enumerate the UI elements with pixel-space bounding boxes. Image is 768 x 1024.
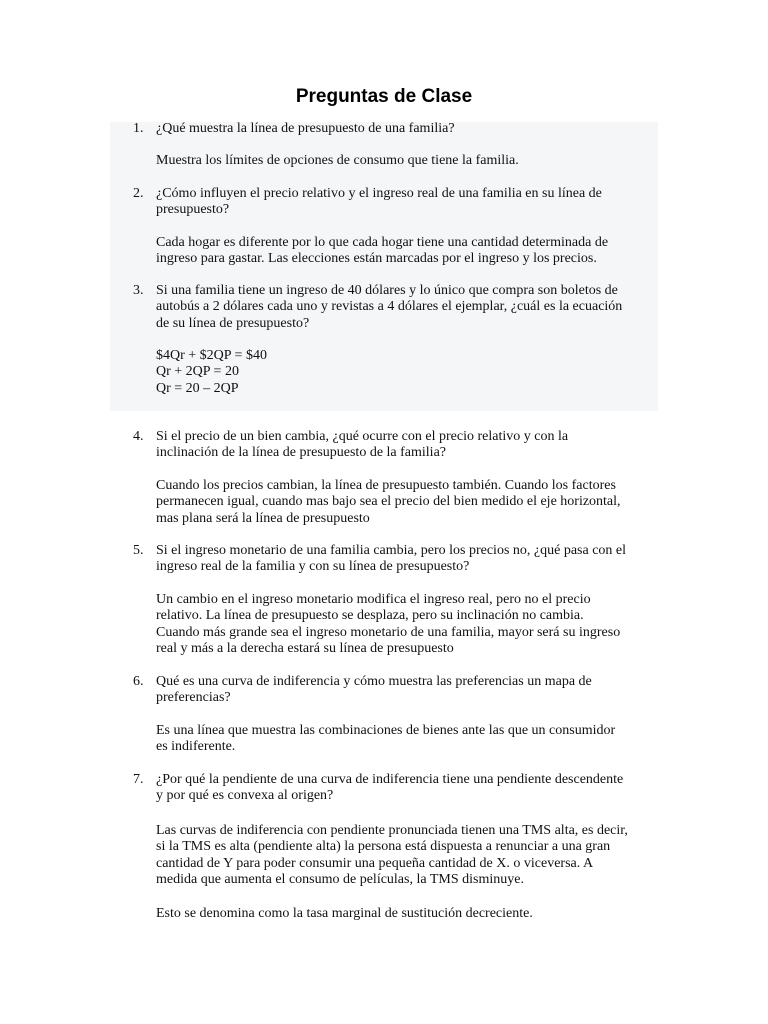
question-line: Qué es una curva de indiferencia y cómo muestra las preferencias un mapa de [156, 674, 592, 689]
answer-line: es indiferente. [156, 739, 236, 755]
answer-line: Un cambio en el ingreso monetario modifica el ingreso real, pero no el precio [156, 592, 591, 607]
question-number: 1. [133, 121, 144, 136]
question-number: 3. [133, 283, 144, 298]
answer-line: Muestra los límites de opciones de consumo que tiene la familia. [156, 153, 519, 168]
question-text [156, 283, 661, 332]
question-number: 2. [133, 186, 144, 201]
question-number: 6. [133, 674, 144, 689]
answer-text [156, 823, 661, 889]
question-number: 4. [133, 429, 144, 444]
question-text [156, 674, 661, 707]
answer-line: real y más a la derecha estará su línea de presupuesto [156, 641, 454, 657]
question-line: preferencias? [156, 690, 231, 706]
question-line: ¿Por qué la pendiente de una curva de indiferencia tiene una pendiente descendente [156, 772, 624, 787]
question-line: inclinación de la línea de presupuesto de la familia? [156, 445, 446, 461]
question-text [156, 543, 661, 576]
answer-text-conclusion [156, 906, 661, 922]
question-line: autobús a 2 dólares cada uno y revistas a 4 dólares el ejemplar, ¿cuál es la ecuación [156, 299, 623, 315]
page-title: Preguntas de Clase [295, 86, 473, 107]
question-line: Si el ingreso monetario de una familia cambia, pero los precios no, ¿qué pasa con el [156, 543, 627, 558]
question-text [156, 186, 661, 219]
equation-line: $4Qr + $2QP = $40 [156, 348, 267, 363]
answer-line: permanecen igual, cuando mas bajo sea el precio del bien medido el eje horizontal, [156, 494, 621, 510]
answer-line: medida que aumenta el consumo de películas, la TMS disminuye. [156, 872, 524, 888]
question-number: 5. [133, 543, 144, 558]
answer-line: relativo. La línea de presupuesto se desplaza, pero su inclinación no cambia. [156, 608, 584, 624]
question-line: ingreso real de la familia y con su línea de presupuesto? [156, 559, 470, 575]
answer-line: cantidad de Y para poder consumir una pequeña cantidad de X. o viceversa. A [156, 855, 594, 871]
answer-text [156, 153, 661, 169]
question-line: y por qué es convexa al origen? [156, 788, 334, 804]
answer-line: Cuando los precios cambian, la línea de presupuesto también. Cuando los factores [156, 478, 616, 493]
question-text [156, 121, 661, 137]
question-text [156, 772, 661, 805]
question-line: Si una familia tiene un ingreso de 40 dólares y lo único que compra son boletos de [156, 283, 618, 298]
equation-line: Qr = 20 – 2QP [156, 380, 239, 396]
answer-text [156, 235, 661, 268]
answer-line: si la TMS es alta (pendiente alta) la persona está dispuesta a renunciar a una gran [156, 839, 611, 855]
answer-line: Es una línea que muestra las combinaciones de bienes ante las que un consumidor [156, 723, 616, 738]
answer-line: Esto se denomina como la tasa marginal de sustitución decreciente. [156, 906, 533, 921]
equation-line: Qr + 2QP = 20 [156, 364, 239, 380]
answer-text [156, 592, 661, 658]
answer-text [156, 348, 661, 397]
answer-text [156, 478, 661, 527]
answer-line: Las curvas de indiferencia con pendiente pronunciada tienen una TMS alta, es decir, [156, 823, 628, 838]
answer-text [156, 723, 661, 756]
answer-line: mas plana será la línea de presupuesto [156, 510, 370, 526]
question-number: 7. [133, 772, 144, 787]
answer-line: ingreso para gastar. Las elecciones están marcadas por el ingreso y los precios. [156, 251, 597, 267]
answer-line: Cada hogar es diferente por lo que cada hogar tiene una cantidad determinada de [156, 235, 609, 250]
question-line: de su línea de presupuesto? [156, 315, 310, 331]
question-line: presupuesto? [156, 202, 230, 218]
question-line: ¿Qué muestra la línea de presupuesto de una familia? [156, 121, 455, 136]
question-line: ¿Cómo influyen el precio relativo y el ingreso real de una familia en su línea de [156, 186, 602, 201]
question-line: Si el precio de un bien cambia, ¿qué ocurre con el precio relativo y con la [156, 429, 569, 444]
answer-line: Cuando más grande sea el ingreso monetario de una familia, mayor será su ingreso [156, 624, 621, 640]
question-text [156, 429, 661, 462]
